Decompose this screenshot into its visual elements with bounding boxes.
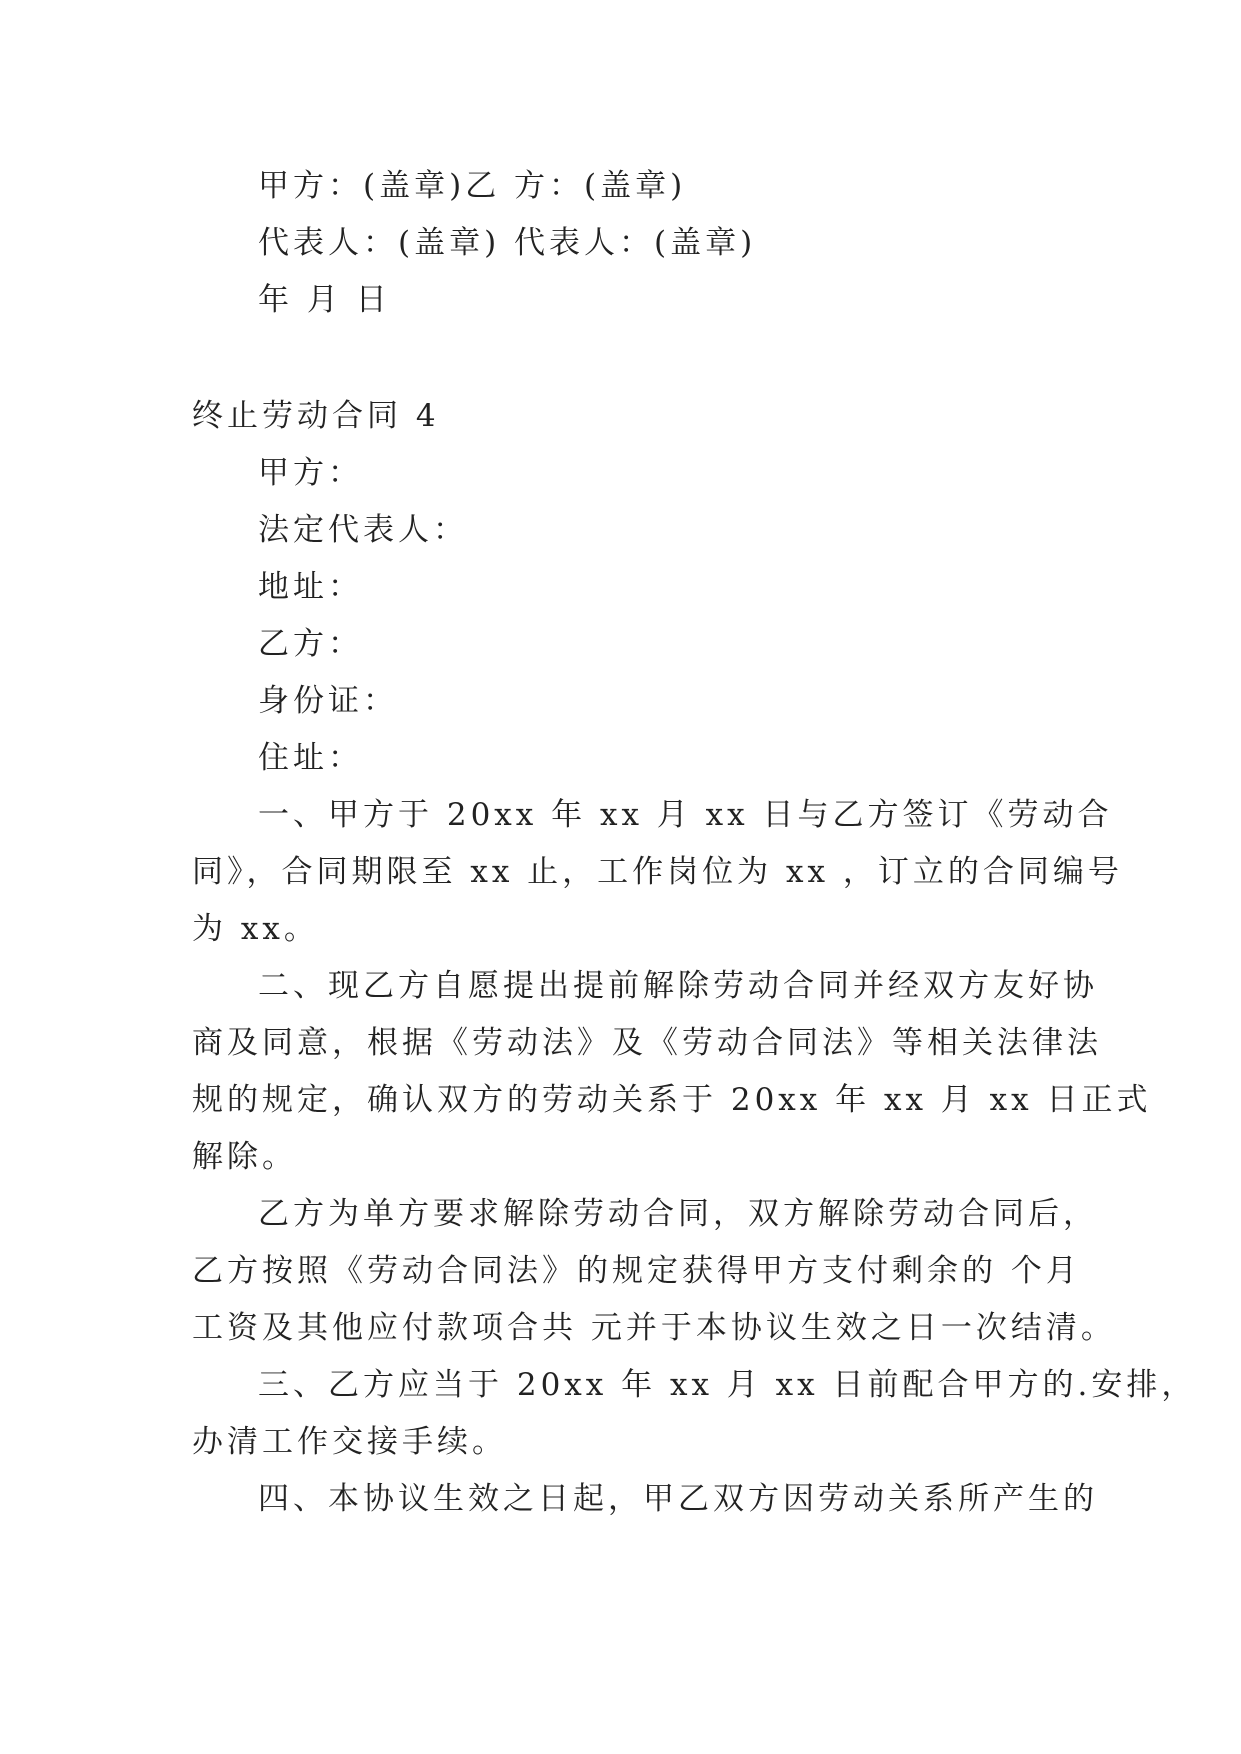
clause-2-line-4: 解除。 xyxy=(192,1139,297,1175)
clause-1-line-3: 为 xx。 xyxy=(192,911,319,947)
field-residence: 住址： xyxy=(258,740,363,776)
clause-2-line-3: 规的规定，确认双方的劳动关系于 20xx 年 xx 月 xx 日正式 xyxy=(192,1082,1152,1118)
signature-parties-line: 甲方：(盖章)乙 方：(盖章) xyxy=(258,168,687,204)
field-party-a: 甲方： xyxy=(258,455,363,491)
clause-4-line-1: 四、本协议生效之日起，甲乙双方因劳动关系所产生的 xyxy=(258,1481,1098,1517)
clause-2-line-2: 商及同意，根据《劳动法》及《劳动合同法》等相关法律法 xyxy=(192,1025,1102,1061)
field-id-card: 身份证： xyxy=(258,683,398,719)
clause-1-line-1: 一、甲方于 20xx 年 xx 月 xx 日与乙方签订《劳动合 xyxy=(258,797,1113,833)
paragraph-payment-line-2: 乙方按照《劳动合同法》的规定获得甲方支付剩余的 个月 xyxy=(192,1253,1081,1289)
clause-1-line-2: 同》，合同期限至 xx 止，工作岗位为 xx ，订立的合同编号 xyxy=(192,854,1123,890)
field-address: 地址： xyxy=(258,569,363,605)
paragraph-payment-line-3: 工资及其他应付款项合共 元并于本协议生效之日一次结清。 xyxy=(192,1310,1116,1346)
signature-date-line: 年 月 日 xyxy=(258,282,391,318)
section-title: 终止劳动合同 4 xyxy=(192,398,440,434)
field-legal-representative: 法定代表人： xyxy=(258,512,468,548)
paragraph-payment-line-1: 乙方为单方要求解除劳动合同，双方解除劳动合同后， xyxy=(258,1196,1098,1232)
clause-2-line-1: 二、现乙方自愿提出提前解除劳动合同并经双方友好协 xyxy=(258,968,1098,1004)
clause-3-line-1: 三、乙方应当于 20xx 年 xx 月 xx 日前配合甲方的.安排， xyxy=(258,1367,1197,1403)
field-party-b: 乙方： xyxy=(258,626,363,662)
clause-3-line-2: 办清工作交接手续。 xyxy=(192,1424,507,1460)
signature-representatives-line: 代表人：(盖章) 代表人：(盖章) xyxy=(258,225,757,261)
